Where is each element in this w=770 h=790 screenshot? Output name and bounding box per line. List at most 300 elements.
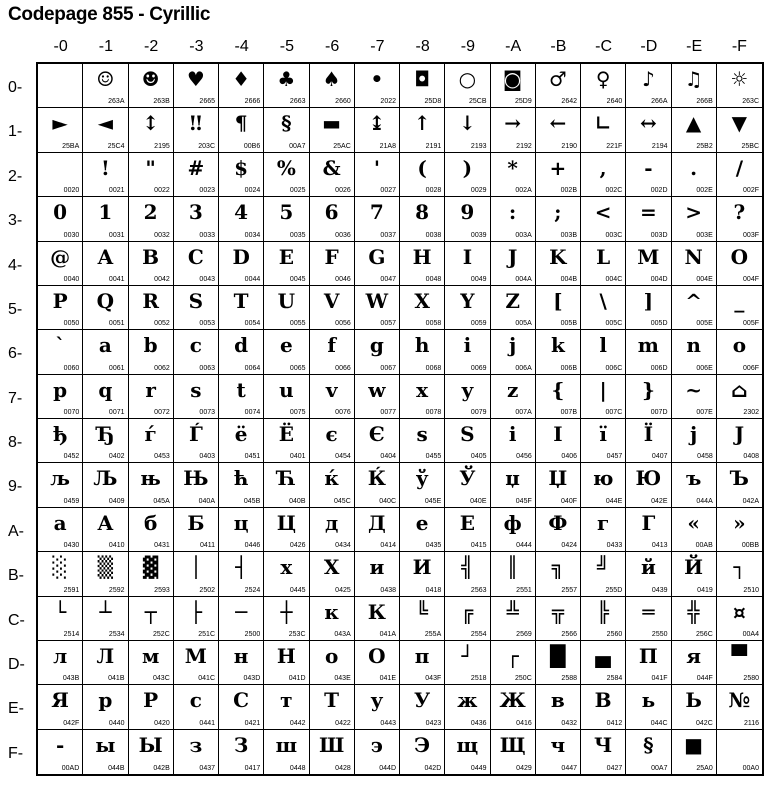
unicode-code: 2554 (470, 630, 487, 638)
char-glyph: a (98, 333, 112, 358)
char-cell (581, 330, 626, 374)
char-cell (445, 685, 490, 729)
unicode-code: 0059 (470, 320, 487, 328)
unicode-code: 043A (334, 630, 351, 638)
char-cell (491, 463, 536, 507)
char-glyph: ┼ (280, 599, 293, 624)
unicode-code: 042A (742, 497, 759, 505)
row-header: C- (8, 611, 25, 629)
unicode-code: 25D8 (424, 98, 442, 106)
unicode-code: 041F (651, 675, 668, 683)
char-cell (581, 242, 626, 286)
unicode-code: 0456 (516, 453, 532, 461)
unicode-code: 0434 (335, 542, 351, 550)
char-cell (626, 153, 671, 197)
char-glyph: ◘ (414, 67, 431, 91)
char-cell (219, 286, 264, 330)
unicode-code: 2584 (606, 675, 623, 683)
unicode-code: 0031 (108, 231, 125, 239)
char-glyph: т (280, 688, 293, 713)
unicode-code: 251C (198, 630, 215, 638)
char-cell (400, 730, 445, 774)
unicode-code: 0426 (289, 542, 306, 550)
char-glyph: Q (96, 288, 115, 313)
char-glyph: H (412, 244, 432, 269)
char-glyph: z (506, 377, 519, 402)
unicode-code: 004E (696, 275, 713, 283)
char-glyph: 9 (460, 200, 475, 225)
unicode-code: 0433 (606, 542, 623, 550)
char-glyph: Ѓ (188, 422, 203, 446)
char-cell (536, 286, 581, 330)
char-cell (445, 330, 490, 374)
char-cell (38, 685, 83, 729)
unicode-code: 256C (696, 630, 713, 638)
char-glyph: @ (50, 244, 71, 269)
char-cell (672, 597, 717, 641)
char-cell (445, 197, 490, 241)
unicode-code: 003E (696, 231, 713, 239)
char-glyph: ж (457, 688, 478, 713)
char-glyph: ╝ (597, 555, 610, 580)
char-cell (355, 419, 400, 463)
char-glyph: е (415, 510, 429, 535)
unicode-code: 044C (650, 719, 668, 727)
char-cell (264, 64, 309, 108)
char-cell (536, 641, 581, 685)
char-glyph: ї (599, 422, 607, 446)
char-cell (264, 685, 309, 729)
char-glyph: ъ (685, 466, 702, 491)
char-cell (219, 685, 264, 729)
unicode-code: 042F (63, 719, 80, 727)
char-cell (38, 242, 83, 286)
unicode-code: 044F (696, 675, 713, 683)
char-cell (491, 552, 536, 596)
char-cell (536, 375, 581, 419)
char-glyph: П (638, 643, 658, 668)
unicode-code: 2302 (743, 409, 759, 416)
char-glyph: B (142, 244, 160, 269)
char-cell (491, 64, 536, 108)
char-cell (264, 286, 309, 330)
char-glyph: Л (96, 643, 115, 668)
unicode-code: 266A (651, 98, 668, 106)
char-glyph: - (55, 732, 65, 757)
char-glyph: И (412, 555, 432, 580)
char-glyph: F (324, 244, 339, 269)
char-cell (38, 108, 83, 152)
unicode-code: 2663 (289, 98, 306, 106)
char-cell (310, 64, 355, 108)
char-glyph: G (368, 244, 386, 269)
char-glyph: љ (50, 466, 70, 491)
char-cell (38, 552, 83, 596)
row-header: 8- (8, 434, 23, 451)
char-cell (536, 197, 581, 241)
char-glyph: Ы (138, 732, 163, 757)
char-cell (626, 463, 671, 507)
column-header: -A (505, 38, 522, 55)
unicode-code: 0415 (470, 542, 487, 550)
char-cell (672, 286, 717, 330)
char-glyph: q (98, 377, 113, 402)
unicode-code: 0043 (199, 275, 215, 283)
unicode-code: 0074 (244, 409, 261, 416)
char-glyph: й (640, 555, 656, 580)
char-glyph: Ѕ (460, 422, 475, 446)
unicode-code: 0038 (425, 231, 442, 239)
char-cell (626, 597, 671, 641)
unicode-code: 003D (650, 231, 668, 239)
unicode-code: 2569 (516, 630, 532, 638)
unicode-code: 042D (424, 765, 442, 772)
unicode-code: 041C (198, 675, 215, 683)
char-glyph: ( (417, 155, 427, 180)
char-cell (491, 730, 536, 774)
char-glyph: ♣ (277, 67, 296, 91)
unicode-code: 0443 (380, 719, 396, 727)
unicode-code: 0452 (63, 453, 80, 461)
char-cell (536, 730, 581, 774)
char-glyph: 0 (53, 200, 68, 225)
char-glyph: l (599, 333, 607, 358)
char-cell (626, 242, 671, 286)
char-cell (264, 153, 309, 197)
char-cell (626, 286, 671, 330)
char-glyph: Ё (278, 422, 294, 446)
char-cell (536, 508, 581, 552)
char-cell (219, 419, 264, 463)
char-glyph: + (549, 155, 567, 180)
char-cell (83, 419, 128, 463)
unicode-code: 0444 (516, 542, 532, 550)
char-cell (536, 463, 581, 507)
column-header: -8 (415, 38, 430, 55)
unicode-code: 042E (651, 497, 668, 505)
row-header: E- (8, 700, 24, 718)
char-cell (445, 641, 490, 685)
char-cell (83, 330, 128, 374)
row-header: 5- (8, 300, 23, 318)
unicode-code: 045A (153, 497, 170, 505)
char-cell (129, 508, 174, 552)
unicode-code: 0425 (335, 586, 351, 594)
char-glyph: ◄ (97, 111, 114, 136)
char-cell (491, 685, 536, 729)
char-glyph: R (142, 288, 159, 313)
unicode-code: 007A (515, 409, 532, 416)
unicode-code: 00BB (741, 542, 759, 550)
char-glyph: P (52, 288, 68, 313)
unicode-code: 25BA (62, 142, 80, 150)
unicode-code: 0044 (244, 275, 261, 283)
char-glyph: Њ (183, 466, 209, 491)
unicode-code: 007C (605, 409, 623, 416)
char-cell (491, 197, 536, 241)
unicode-code: 004B (560, 275, 577, 283)
column-header: -3 (189, 38, 204, 55)
char-glyph: » (733, 510, 746, 535)
char-glyph: t (236, 377, 246, 402)
column-header: -C (595, 38, 613, 55)
unicode-code: 0035 (289, 231, 306, 239)
unicode-code: 0053 (199, 320, 215, 328)
char-cell (264, 419, 309, 463)
unicode-code: 045B (243, 497, 261, 505)
char-glyph: § (281, 111, 292, 136)
unicode-code: 0077 (380, 409, 396, 416)
char-cell (626, 685, 671, 729)
char-cell (672, 419, 717, 463)
unicode-code: 0417 (244, 765, 261, 772)
unicode-code: 25BC (741, 142, 759, 150)
row-header: 2- (8, 167, 23, 185)
unicode-code: 0459 (63, 497, 80, 505)
char-glyph: Ї (643, 422, 654, 446)
char-glyph: Р (143, 688, 159, 713)
unicode-code: 0062 (154, 364, 170, 372)
unicode-code: 0040 (63, 275, 80, 283)
char-glyph: - (644, 155, 653, 180)
unicode-code: 0414 (380, 542, 396, 550)
unicode-code: 0037 (380, 231, 396, 239)
unicode-code: 0051 (108, 320, 125, 328)
unicode-code: 0432 (561, 719, 577, 727)
row-header: 0- (8, 79, 23, 96)
char-cell (717, 64, 762, 108)
char-cell (717, 330, 762, 374)
char-cell (264, 242, 309, 286)
char-cell (38, 463, 83, 507)
char-glyph: г (596, 510, 610, 535)
char-glyph: J (507, 244, 518, 269)
char-glyph: А (97, 510, 114, 535)
unicode-code: 2640 (606, 98, 623, 106)
unicode-code: 0055 (289, 320, 306, 328)
char-cell (83, 685, 128, 729)
unicode-code: 0067 (380, 364, 396, 372)
char-glyph: Ь (685, 688, 702, 713)
char-cell (717, 197, 762, 241)
char-glyph: ► (52, 111, 68, 136)
unicode-code: 0041 (108, 275, 125, 283)
unicode-code: 0458 (697, 453, 713, 461)
char-glyph: S (188, 288, 204, 313)
char-cell (717, 463, 762, 507)
unicode-code: 0027 (380, 187, 396, 195)
unicode-code: 0401 (289, 453, 306, 461)
unicode-code: 044A (696, 497, 713, 505)
char-cell (400, 64, 445, 108)
unicode-code: 005C (605, 320, 623, 328)
char-cell (310, 242, 355, 286)
char-cell (626, 508, 671, 552)
char-cell (355, 330, 400, 374)
unicode-code: 0069 (470, 364, 487, 372)
char-cell (219, 64, 264, 108)
char-glyph: Ћ (276, 466, 296, 491)
char-cell (400, 330, 445, 374)
unicode-code: 0029 (470, 187, 487, 195)
char-glyph: У (414, 688, 431, 713)
char-cell (581, 552, 626, 596)
unicode-code: 007D (650, 409, 668, 416)
char-cell (491, 641, 536, 685)
char-glyph: Ю (635, 466, 662, 491)
char-cell (400, 242, 445, 286)
char-cell (264, 375, 309, 419)
char-cell (219, 153, 264, 197)
unicode-code: 2588 (561, 675, 577, 683)
unicode-code: 0405 (470, 453, 487, 461)
unicode-code: 0403 (199, 453, 215, 461)
unicode-code: 0416 (516, 719, 532, 727)
char-cell (38, 64, 83, 108)
unicode-code: 0066 (335, 364, 351, 372)
char-cell (626, 419, 671, 463)
char-cell (445, 730, 490, 774)
char-cell (445, 64, 490, 108)
char-glyph: Е (459, 510, 475, 535)
unicode-code: 0073 (199, 409, 215, 416)
char-glyph: E (278, 244, 294, 269)
unicode-code: 0065 (289, 364, 306, 372)
unicode-code: 2194 (651, 142, 668, 150)
unicode-code: 0023 (199, 187, 215, 195)
unicode-code: 0039 (470, 231, 487, 239)
column-header: -D (640, 38, 658, 55)
unicode-code: 0068 (425, 364, 442, 372)
unicode-code: 2514 (63, 630, 80, 638)
char-glyph: В (594, 688, 612, 713)
unicode-code: 0419 (697, 586, 713, 594)
char-cell (83, 375, 128, 419)
char-cell (672, 64, 717, 108)
char-glyph: Г (641, 510, 656, 535)
unicode-code: 042C (696, 719, 713, 727)
char-glyph: ` (55, 333, 66, 358)
char-glyph: m (637, 333, 659, 358)
char-cell (672, 242, 717, 286)
char-glyph: 8 (415, 200, 430, 225)
char-cell (581, 685, 626, 729)
char-glyph: ќ (324, 466, 339, 491)
char-cell (536, 685, 581, 729)
char-glyph: ☺ (96, 67, 115, 91)
char-glyph: ? (733, 200, 746, 225)
unicode-code: 0033 (199, 231, 215, 239)
char-glyph: ю (592, 466, 614, 491)
unicode-code: 002E (696, 187, 713, 195)
char-glyph: = (639, 200, 657, 225)
char-glyph: ▓ (142, 555, 159, 580)
char-glyph: э (370, 732, 383, 757)
char-glyph: о (324, 643, 339, 668)
char-cell (717, 641, 762, 685)
row-header: 1- (8, 123, 23, 141)
unicode-code: 25D9 (515, 98, 532, 106)
char-glyph: ¶ (234, 111, 248, 136)
unicode-code: 0412 (606, 719, 623, 727)
unicode-code: 25AC (333, 142, 351, 150)
char-cell (491, 242, 536, 286)
char-glyph: * (507, 155, 518, 180)
unicode-code: 041A (379, 630, 396, 638)
char-glyph: i (463, 333, 472, 358)
char-cell (310, 286, 355, 330)
char-cell (129, 108, 174, 152)
char-glyph: V (323, 288, 340, 313)
char-glyph: v (325, 377, 338, 402)
char-cell (264, 730, 309, 774)
unicode-code: 0436 (470, 719, 487, 727)
unicode-code: 0431 (154, 542, 170, 550)
char-glyph: { (551, 377, 565, 402)
char-cell (717, 508, 762, 552)
char-glyph: є (325, 422, 338, 446)
char-cell (581, 286, 626, 330)
unicode-code: 006C (605, 364, 623, 372)
char-cell (400, 552, 445, 596)
char-glyph: ; (554, 200, 562, 225)
char-cell (626, 730, 671, 774)
char-cell (355, 108, 400, 152)
char-cell (400, 419, 445, 463)
unicode-code: 0042 (154, 275, 170, 283)
char-glyph: ♦ (232, 67, 251, 91)
char-glyph: ~ (685, 377, 702, 402)
char-glyph: C (187, 244, 204, 269)
char-glyph: ^ (685, 288, 702, 313)
char-glyph: с (189, 688, 202, 713)
char-cell (174, 330, 219, 374)
char-cell (400, 375, 445, 419)
unicode-code: 0446 (244, 542, 261, 550)
char-cell (355, 197, 400, 241)
char-cell (626, 375, 671, 419)
char-cell (536, 242, 581, 286)
unicode-code: 0036 (335, 231, 351, 239)
char-glyph: Џ (548, 466, 568, 491)
char-glyph: Т (324, 688, 340, 713)
unicode-code: 00A7 (651, 765, 668, 772)
char-cell (717, 419, 762, 463)
char-cell (264, 330, 309, 374)
char-cell (400, 508, 445, 552)
char-glyph: } (641, 377, 655, 402)
char-glyph: ░ (52, 555, 68, 580)
unicode-code: 0447 (561, 765, 577, 772)
char-cell (83, 508, 128, 552)
unicode-code: 263C (742, 98, 759, 106)
char-glyph: n (686, 333, 701, 358)
unicode-code: 045F (515, 497, 532, 505)
char-glyph: ▀ (731, 643, 748, 668)
unicode-code: 0422 (335, 719, 351, 727)
char-glyph: б (143, 510, 158, 535)
unicode-code: 041B (108, 675, 125, 683)
unicode-code: 0457 (606, 453, 623, 461)
unicode-code: 0030 (63, 231, 80, 239)
unicode-code: 0406 (561, 453, 577, 461)
char-cell (310, 419, 355, 463)
char-glyph: ћ (233, 466, 249, 491)
char-glyph: h (414, 333, 430, 358)
char-cell (174, 641, 219, 685)
char-glyph: / (735, 155, 744, 180)
unicode-code: 004A (515, 275, 532, 283)
